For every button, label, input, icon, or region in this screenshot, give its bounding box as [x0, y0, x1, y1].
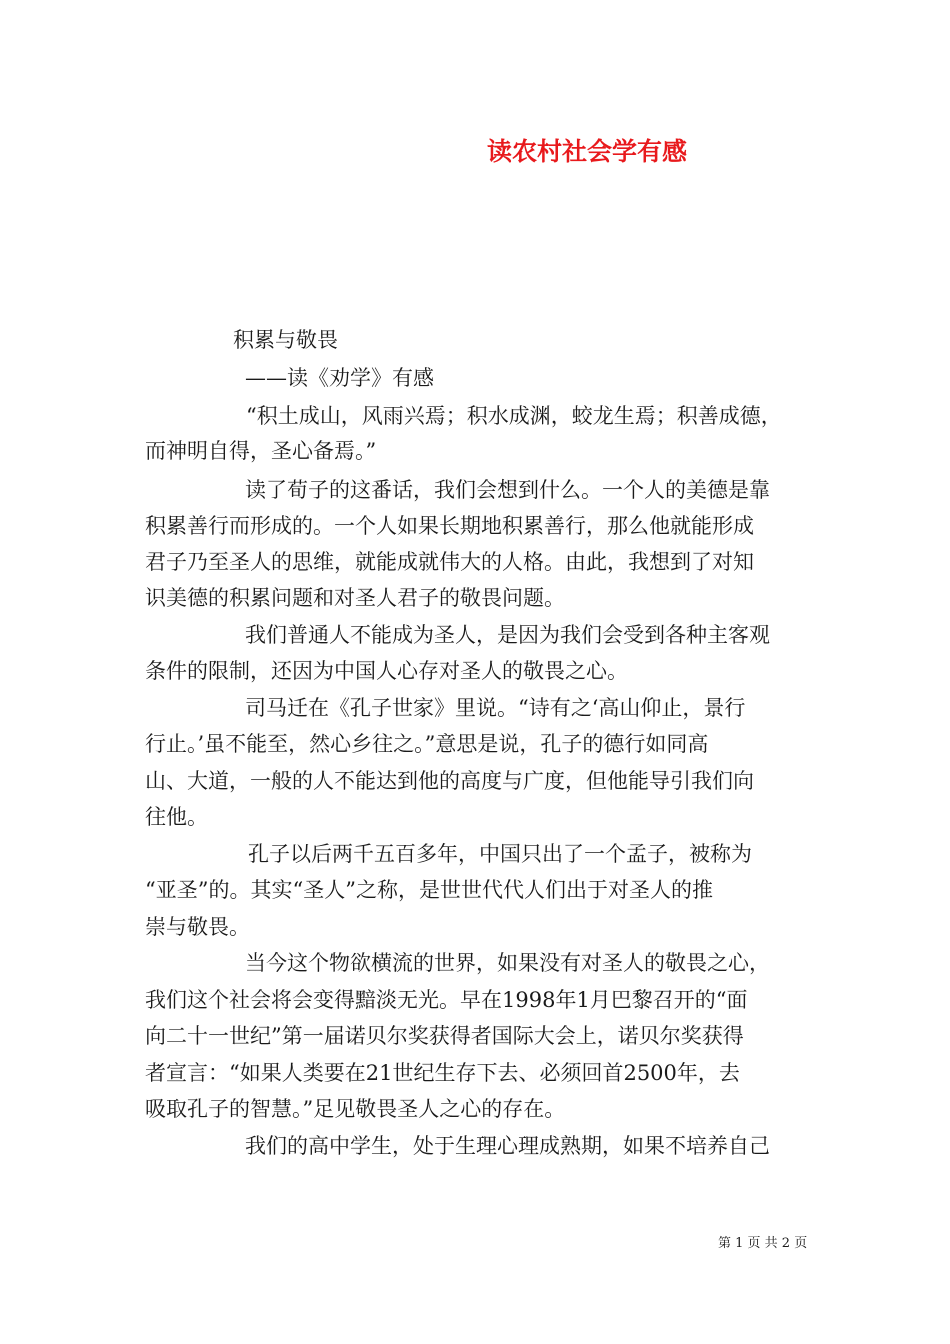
- paragraph-line: 我们的高中学生，处于生理心理成熟期，如果不培养自己: [245, 1134, 770, 1158]
- paragraph-line: 孔子以后两千五百多年，中国只出了一个孟子，被称为: [248, 842, 752, 866]
- paragraph-line: 条件的限制，还因为中国人心存对圣人的敬畏之心。: [145, 659, 628, 683]
- paragraph-line: 君子乃至圣人的思维，就能成就伟大的人格。由此，我想到了对知: [145, 550, 754, 574]
- paragraph-line: 山、大道，一般的人不能达到他的高度与广度，但他能导引我们向: [145, 769, 754, 793]
- paragraph-line: “积土成山，风雨兴焉；积水成渊，蛟龙生焉；积善成德，: [246, 404, 782, 428]
- section-heading: 积累与敬畏: [233, 328, 338, 352]
- paragraph-line: 吸取孔子的智慧。”足见敬畏圣人之心的存在。: [145, 1097, 566, 1121]
- paragraph-line: 者宣言：“如果人类要在21世纪生存下去、必须回首2500年，去: [145, 1061, 740, 1085]
- paragraph-line: 我们这个社会将会变得黯淡无光。早在1998年1月巴黎召开的“面: [145, 988, 748, 1012]
- paragraph-line: “亚圣”的。其实“圣人”之称，是世世代代人们出于对圣人的推: [145, 878, 713, 902]
- paragraph-line: 识美德的积累问题和对圣人君子的敬畏问题。: [145, 586, 565, 610]
- page-number: 第 1 页 共 2 页: [718, 1236, 808, 1251]
- paragraph-line: 崇与敬畏。: [145, 915, 250, 939]
- paragraph-line: 我们普通人不能成为圣人，是因为我们会受到各种主客观: [245, 623, 770, 647]
- paragraph-line: 当今这个物欲横流的世界，如果没有对圣人的敬畏之心，: [245, 951, 770, 975]
- document-title: 读农村社会学有感: [487, 137, 688, 166]
- paragraph-line: 司马迁在《孔子世家》里说。“诗有之‘高山仰止，景行: [245, 696, 746, 720]
- paragraph-line: 往他。: [145, 805, 208, 829]
- paragraph-line: 读了荀子的这番话，我们会想到什么。一个人的美德是靠: [245, 478, 770, 502]
- paragraph-line: 向二十一世纪”第一届诺贝尔奖获得者国际大会上，诺贝尔奖获得: [145, 1024, 744, 1048]
- paragraph-line: 积累善行而形成的。一个人如果长期地积累善行，那么他就能形成: [145, 514, 754, 538]
- paragraph-line: 而神明自得，圣心备焉。”: [145, 439, 377, 463]
- paragraph-line: 行止。’虽不能至，然心乡往之。”意思是说，孔子的德行如同高: [145, 732, 709, 756]
- section-subheading: ——读《劝学》有感: [245, 366, 434, 390]
